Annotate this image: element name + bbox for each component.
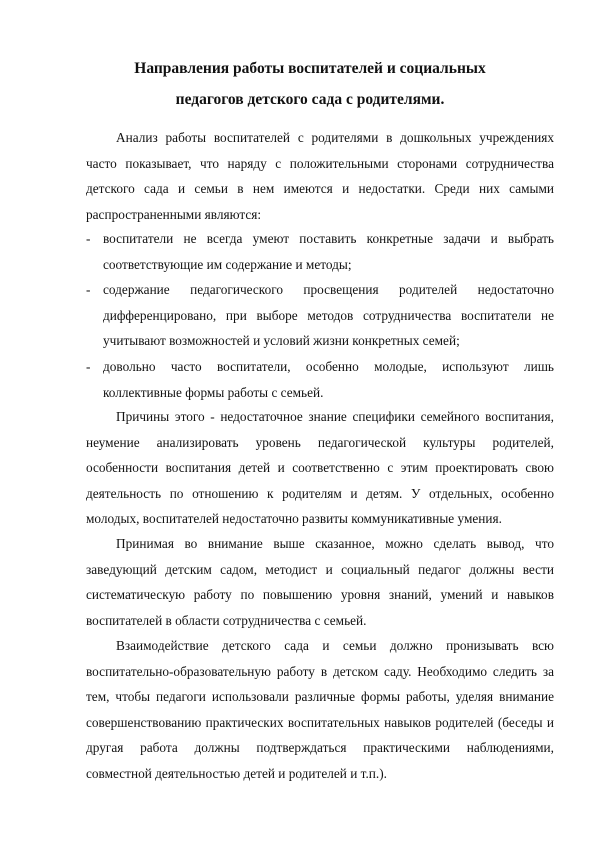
bullet-dash: - xyxy=(86,359,91,374)
list-item-text: довольно часто воспитатели, особенно молодые, используют лишь коллективные формы работы с семьей. xyxy=(103,359,554,400)
list-item xyxy=(86,226,554,277)
bullet-dash: - xyxy=(86,231,91,246)
document-title-line-1: Направления работы воспитателей и социальных xyxy=(134,60,486,77)
bullet-dash: - xyxy=(86,282,91,297)
paragraph-intro: Анализ работы воспитателей с родителями в дошкольных учреждениях часто показывает, что наряду с положительными сторонами сотрудничества детского сада и семьи в нем имеются и недостатки. Среди них самыми распространенными являются: xyxy=(86,130,554,222)
list-item-text: содержание педагогического просвещения родителей недостаточно дифференцировано, при выборе методов сотрудничества воспитатели не учитывают возможностей и условий жизни конкретных семей; xyxy=(103,282,554,349)
list-item xyxy=(86,277,554,354)
list-item xyxy=(86,354,554,405)
paragraph-conclusion: Принимая во внимание выше сказанное, можно сделать вывод, что заведующий детским садом, методист и социальный педагог должны вести систематическую работу по повышению уровня знаний, умений и навыков воспитателей в области сотрудничества с семьей. xyxy=(86,536,554,628)
paragraph-reasons: Причины этого - недостаточное знание специфики семейного воспитания, неумение анализировать уровень педагогической культуры родителей, особенности воспитания детей и соответственно с этим проектировать свою деятельность по отношению к родителям и детям. У отдельных, особенно молодых, воспитателей недостаточно развиты коммуникативные умения. xyxy=(86,409,554,527)
paragraph-interaction: Взаимодействие детского сада и семьи должно пронизывать всю воспитательно-образовательную работу в детском саду. Необходимо следить за тем, чтобы педагоги использовали различные формы работы, уделяя внимание совершенствованию практических воспитательных навыков родителей (беседы и другая работа должны подтверждаться практическими наблюдениями, совместной деятельностью детей и родителей и т.п.). xyxy=(86,638,554,781)
list-item-text: воспитатели не всегда умеют поставить конкретные задачи и выбрать соответствующие им содержание и методы; xyxy=(103,231,554,272)
document-title-line-2: педагогов детского сада с родителями. xyxy=(175,91,445,108)
